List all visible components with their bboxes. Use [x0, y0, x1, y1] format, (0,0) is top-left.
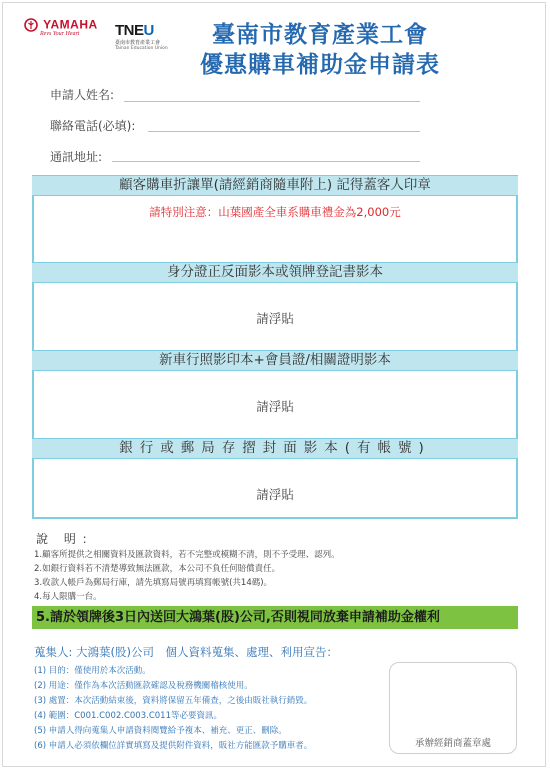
note-item: 4.每人限購一台。 [34, 592, 102, 602]
phone-field[interactable] [50, 117, 135, 134]
note-item: 3.收款人帳戶為郵局行庫，請先填寫局號再填寫帳號(共14碼)。 [34, 578, 273, 588]
tneu-sub-cn: 臺南市教育產業工會 [115, 40, 161, 46]
yamaha-brand-text: YAMAHA [43, 17, 98, 32]
section-header-id-copy: 身分證正反面影本或領牌登記書影本 [32, 262, 518, 283]
privacy-item: (6) 申請人必須依欄位詳實填寫及提供附件資料，販社方能匯款予購車者。 [34, 741, 313, 751]
title-line-1: 臺南市教育產業工會 [212, 22, 428, 48]
privacy-item: (2) 用途：僅作為本次活動匯款確認及稅務機關稽核使用。 [34, 681, 253, 691]
paste-here-license: 請浮貼 [256, 399, 294, 414]
address-label: 通訊地址: [50, 150, 103, 164]
yamaha-logo [24, 14, 98, 37]
tuning-fork-icon [24, 18, 38, 32]
dealer-stamp-label: 承辦經銷商蓋章處 [414, 738, 491, 749]
applicant-name-line[interactable] [124, 101, 420, 102]
applicant-name-label: 申請人姓名: [50, 88, 115, 102]
privacy-item: (5) 申請人得向蒐集人申請資料閱覽給予複本、補充、更正、刪除。 [34, 726, 287, 736]
section-header-discount-slip: 顧客購車折讓單(請經銷商隨車附上) 記得蓋客人印章 [32, 175, 518, 196]
privacy-item: (4) 範圍：C001.C002.C003.C011等必要資訊。 [34, 711, 222, 721]
note-item: 1.顧客所提供之相關資料及匯款資料，若不完整或模糊不清，則不予受理、認列。 [34, 550, 340, 560]
attachments-box [32, 175, 518, 519]
deadline-warning-bar: 5.請於領牌後3日內送回大鴻葉(股)公司,否則視同放棄申請補助金權利 [32, 606, 518, 629]
note-item: 2.如銀行資料若不清楚導致無法匯款，本公司不負任何賠償責任。 [34, 564, 281, 574]
applicant-name-field[interactable] [50, 86, 114, 103]
phone-line[interactable] [148, 131, 420, 132]
section-header-bank-book: 銀行或郵局存摺封面影本(有帳號) [32, 438, 518, 459]
paste-here-id: 請浮貼 [256, 311, 294, 326]
address-line[interactable] [112, 161, 420, 162]
yamaha-tagline: Revs Your Heart [40, 31, 80, 37]
tneu-logo-main: TNE [115, 22, 144, 39]
phone-label: 聯絡電話(必填): [50, 119, 136, 133]
privacy-heading: 蒐集人: 大鴻葉(股)公司 個人資料蒐集、處理、利用宣告： [34, 645, 339, 659]
tneu-logo [115, 22, 177, 51]
notes-title: 說 明： [36, 532, 100, 546]
dealer-stamp-box[interactable] [389, 662, 517, 754]
title-line-2: 優惠購車補助金申請表 [200, 52, 440, 78]
privacy-item: (3) 處置：本次活動結束後，資料將保留五年備查，之後由販社執行銷毀。 [34, 696, 313, 706]
privacy-item: (1) 目的：僅使用於本次活動。 [34, 666, 151, 676]
tneu-sub-en: Tainan Education Union [115, 46, 168, 51]
paste-here-bank: 請浮貼 [256, 487, 294, 502]
section-header-vehicle-license: 新車行照影印本+會員證/相關證明影本 [32, 350, 518, 371]
discount-note: 請特別注意：山葉國產全車系購車禮金為2,000元 [149, 205, 401, 219]
tneu-logo-text [115, 22, 177, 39]
tneu-logo-u: U [143, 22, 154, 39]
address-field[interactable] [50, 148, 102, 165]
page-title [180, 20, 460, 80]
